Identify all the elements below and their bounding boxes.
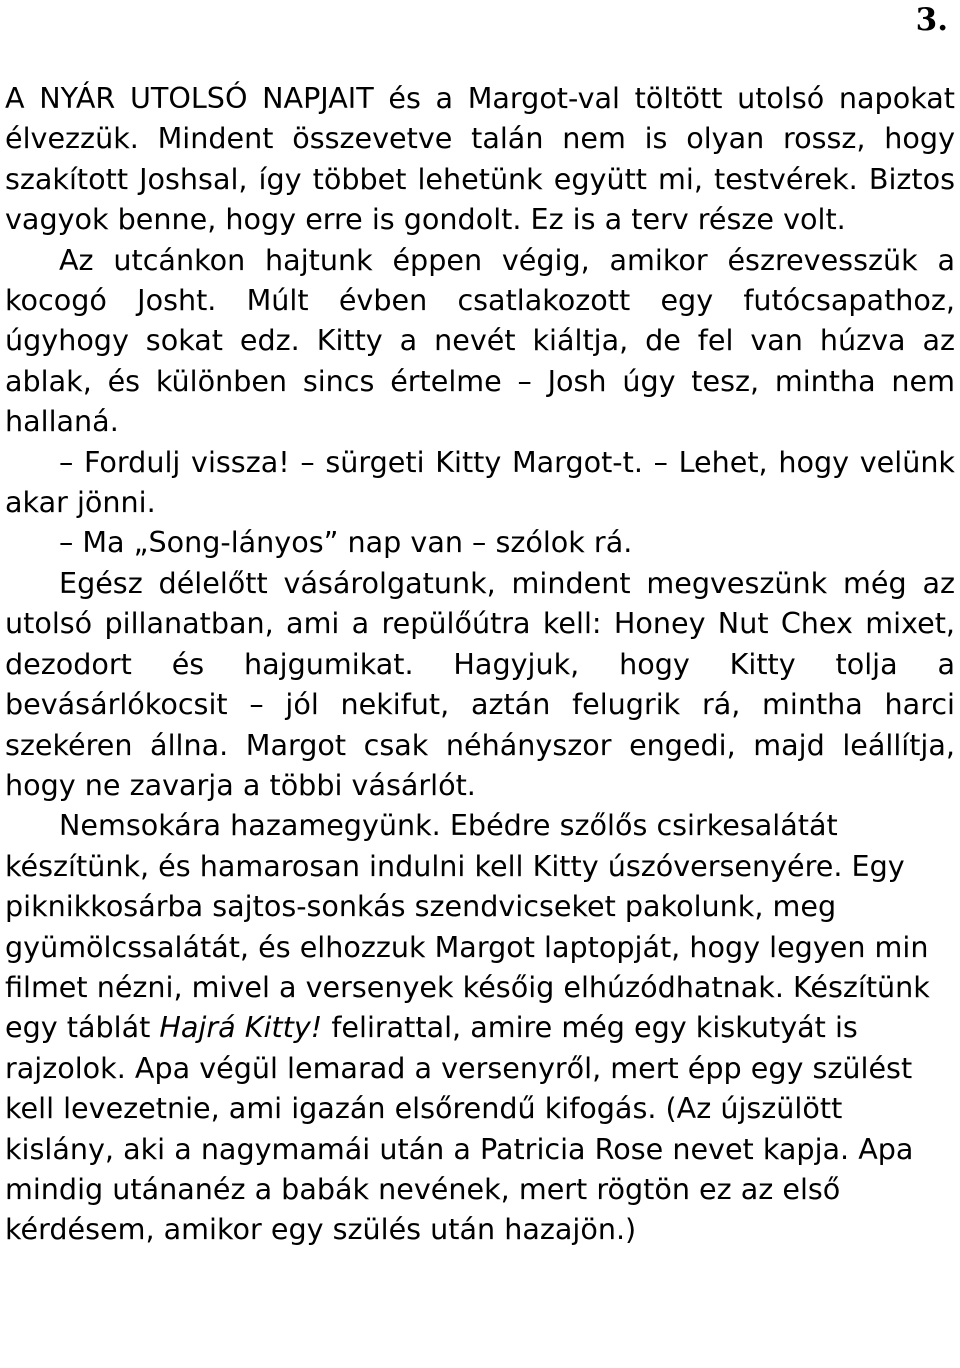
paragraph-6-part-1: Nemsokára hazamegyünk. Ebédre szőlős csirkesalátát készítünk, és hamarosan indulni kell Kitty úszóversenyére. Egy piknikkosárba sajtos-sonkás szendvicseket pakolunk, meg gyümölcssalátát, és elhozzuk Margot laptopját, hogy legyen min filmet nézni, mivel a versenyek későig elhúzódhatnak. Készítünk egy táblát [5, 808, 930, 1045]
paragraph-4-dialogue: – Ma „Song-lányos” nap van – szólok rá. [59, 525, 633, 560]
paragraph-5: Egész délelőtt vásárolgatunk, mindent megveszünk még az utolsó pillanatban, ami a repülőútra kell: Honey Nut Chex mixet, dezodort és hajgumikat. Hagyjuk, hogy Kitty tolja a bevásárlókocsit – jól nekifut, aztán felugrik rá, mintha harci szekéren állna. Margot csak néhányszor engedi, majd leállítja, hogy ne zavarja a többi vásárlót. [5, 565, 955, 802]
paragraph-6-part-2: felirattal, amire még egy kiskutyát is rajzolok. Apa végül lemarad a versenyről, mert épp egy szülést kell levezetnie, ami igazán elsőrendű kifogás. (Az újszülött kislány, aki a nagymamái után a Patricia Rose nevet kapja. Apa mindig utánanéz a babák nevének, mert rögtön ez az első kérdésem, amikor egy szülés után hazajön.) [5, 1010, 914, 1247]
sign-text-emphasis: Hajrá Kitty! [159, 1010, 323, 1045]
paragraph-2: Az utcánkon hajtunk éppen végig, amikor észrevesszük a kocogó Josht. Múlt évben csatlakozott egy futócsapathoz, úgyhogy sokat edz. Kitty a nevét kiáltja, de fel van húzva az ablak, és különben sincs értelme – Josh úgy tesz, mintha nem hallaná. [5, 242, 955, 439]
page-number: 3. [915, 2, 948, 38]
body-text [5, 78, 955, 1250]
paragraph-1: A NYÁR UTOLSÓ NAPJAIT és a Margot-val töltött utolsó napokat élvezzük. Mindent összevetve talán nem is olyan rossz, hogy szakított Joshsal, így többet lehetünk együtt mi, testvérek. Biztos vagyok benne, hogy erre is gondolt. Ez is a terv része volt. [5, 81, 955, 237]
paragraph-6 [5, 805, 955, 1249]
paragraph-3-dialogue: – Fordulj vissza! – sürgeti Kitty Margot-t. – Lehet, hogy velünk akar jönni. [5, 444, 955, 520]
